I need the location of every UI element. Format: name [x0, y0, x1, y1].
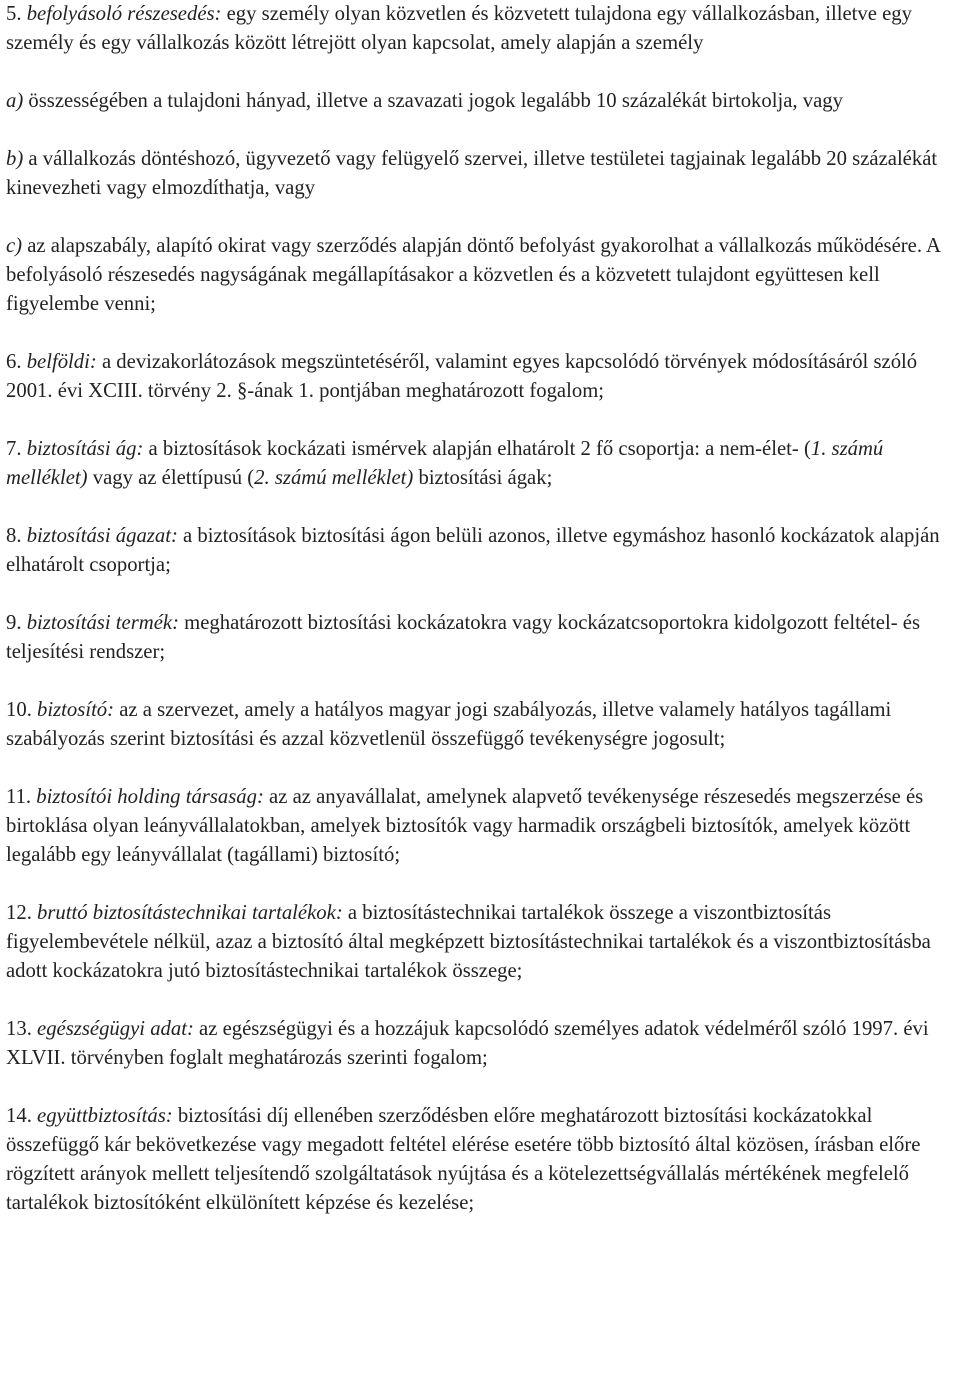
paragraph-7 [6, 435, 956, 493]
paragraph-14 [6, 1102, 956, 1218]
paragraph-12 [6, 899, 956, 986]
paragraph-text: a vállalkozás döntéshozó, ügyvezető vagy felügyelő szervei, illetve testületei tagjainak legalább 20 százalékát kinevezheti vagy elmozdíthatja, vagy [6, 148, 938, 199]
paragraph-5c [6, 232, 956, 319]
paragraph-text: 9. [6, 612, 27, 634]
defined-term: biztosítási ágazat: [26, 525, 178, 547]
paragraph-text: biztosítási díj ellenében szerződésben előre meghatározott biztosítási kockázatokkal összefüggő kár bekövetkezése vagy megadott feltétel elérése esetére több biztosító által közösen, írásban előre rögzített arányok mellett teljesítendő szolgáltatások nyújtása és a kötelezettségvállalás mértékének megfelelő tartalékok biztosítóként elkülönített képzése és kezelése; [6, 1105, 921, 1214]
defined-term: biztosítói holding társaság: [36, 786, 264, 808]
defined-term: a) [6, 90, 24, 112]
defined-term: biztosító: [37, 699, 115, 721]
defined-term: 1. számú melléklet) [6, 438, 884, 489]
paragraph-text: 14. [6, 1105, 38, 1127]
paragraph-text: a biztosítások kockázati ismérvek alapján elhatárolt 2 fő csoportja: a nem-élet- ( [143, 438, 811, 460]
paragraph-text: a biztosítások biztosítási ágon belüli azonos, illetve egymáshoz hasonló kockázatok alapján elhatárolt csoportja; [6, 525, 940, 576]
defined-term: bruttó biztosítástechnikai tartalékok: [37, 902, 343, 924]
paragraph-text: az az anyavállalat, amelynek alapvető tevékenysége részesedés megszerzése és birtoklása olyan leányvállalatokban, amelyek biztosítók vagy harmadik országbeli biztosítók, amelyek között legalább egy leányvállalat (tagállami) biztosító; [6, 786, 924, 866]
defined-term: egészségügyi adat: [37, 1018, 194, 1040]
defined-term: b) [6, 148, 24, 170]
paragraph-text: az egészségügyi és a hozzájuk kapcsolódó személyes adatok védelméről szóló 1997. évi XLVII. törvényben foglalt meghatározás szerinti fogalom; [6, 1018, 929, 1069]
paragraph-11 [6, 783, 956, 870]
defined-term: biztosítási termék: [26, 612, 179, 634]
defined-term: belföldi: [26, 351, 97, 373]
paragraph-13 [6, 1015, 956, 1073]
paragraph-6 [6, 348, 956, 406]
paragraph-text: biztosítási ágak; [413, 467, 553, 489]
paragraph-text: 7. [6, 438, 27, 460]
paragraph-text: az alapszabály, alapító okirat vagy szerződés alapján döntő befolyást gyakorolhat a vállalkozás működésére. A befolyásoló részesedés nagyságának megállapításakor a közvetlen és a közvetett tulajdont együttesen kell figyelembe venni; [6, 235, 940, 315]
paragraph-text: 12. [6, 902, 38, 924]
paragraph-text: 11. [6, 786, 37, 808]
paragraph-text: az a szervezet, amely a hatályos magyar jogi szabályozás, illetve valamely hatályos tagállami szabályozás szerint biztosítási és azzal közvetlenül összefüggő tevékenységre jogosult; [6, 699, 892, 750]
paragraph-5 [6, 0, 956, 58]
paragraph-text: a biztosítástechnikai tartalékok összege a viszontbiztosítás figyelembevétele nélkül, azaz a biztosító által megképzett biztosítástechnikai tartalékok és a viszontbiztosításba adott kockázatokra jutó biztosítástechnikai tartalékok összege; [6, 902, 931, 982]
paragraph-text: meghatározott biztosítási kockázatokra vagy kockázatcsoportokra kidolgozott feltétel- és teljesítési rendszer; [6, 612, 920, 663]
paragraph-text: egy személy olyan közvetlen és közvetett tulajdona egy vállalkozásban, illetve egy személy és egy vállalkozás között létrejött olyan kapcsolat, amely alapján a személy [6, 3, 912, 54]
paragraph-text: 10. [6, 699, 38, 721]
paragraph-text: 6. [6, 351, 27, 373]
paragraph-text: 13. [6, 1018, 38, 1040]
paragraph-8 [6, 522, 956, 580]
paragraph-5b [6, 145, 956, 203]
paragraph-text: 5. [6, 3, 27, 25]
paragraph-text: vagy az élettípusú ( [87, 467, 255, 489]
paragraph-text: összességében a tulajdoni hányad, illetve a szavazati jogok legalább 10 százalékát birtokolja, vagy [23, 90, 843, 112]
paragraph-text: 8. [6, 525, 27, 547]
defined-term: 2. számú melléklet) [254, 467, 414, 489]
paragraph-9 [6, 609, 956, 667]
defined-term: befolyásoló részesedés: [26, 3, 222, 25]
paragraph-text: a devizakorlátozások megszüntetéséről, valamint egyes kapcsolódó törvények módosításáról szóló 2001. évi XCIII. törvény 2. §-ának 1. pontjában meghatározott fogalom; [6, 351, 918, 402]
defined-term: együttbiztosítás: [37, 1105, 173, 1127]
defined-term: biztosítási ág: [26, 438, 144, 460]
defined-term: c) [6, 235, 23, 257]
paragraph-10 [6, 696, 956, 754]
paragraph-5a [6, 87, 956, 116]
